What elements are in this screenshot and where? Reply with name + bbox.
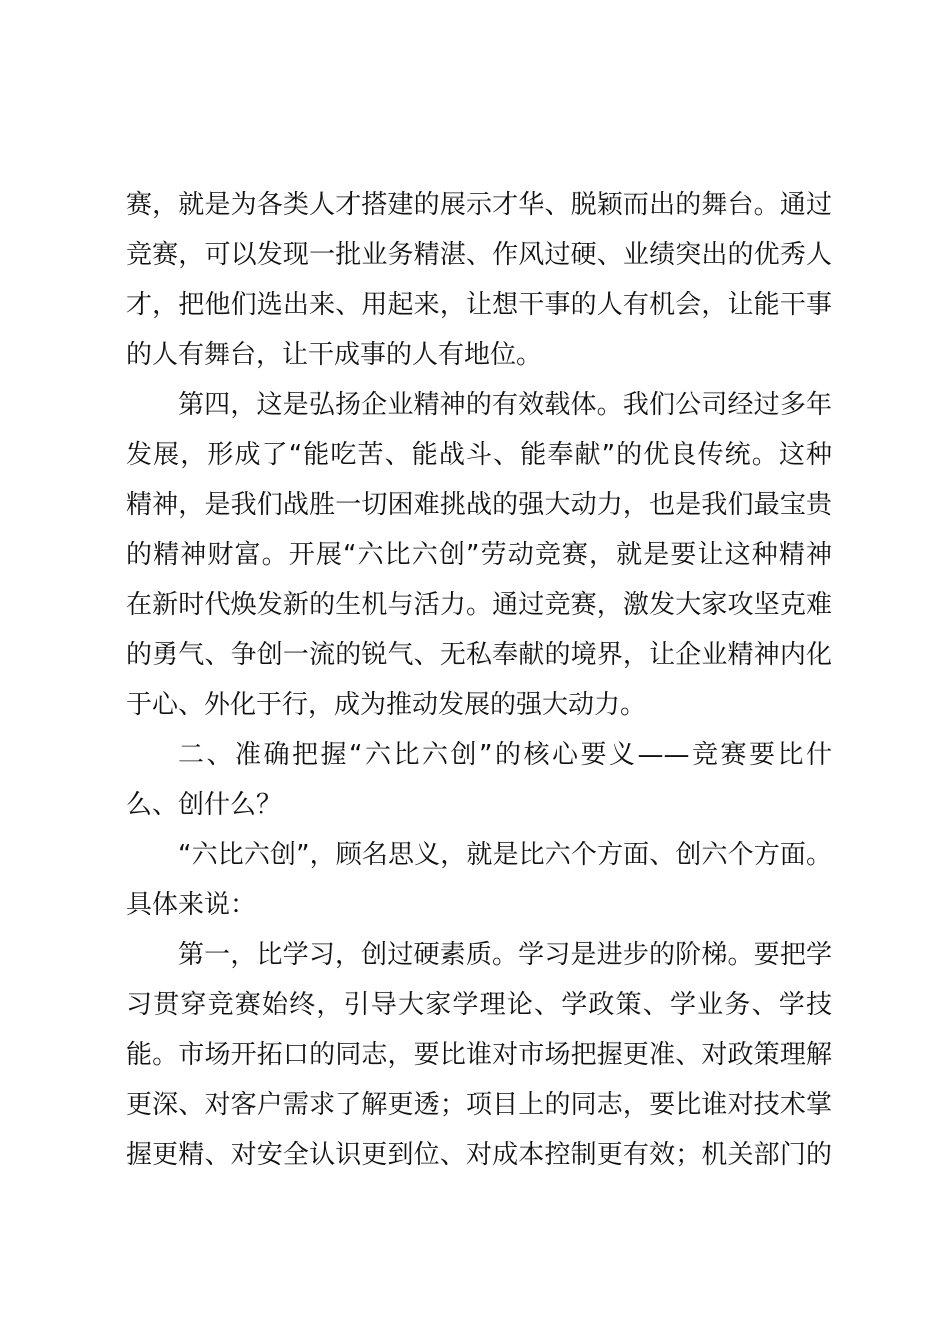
text-line: 的勇气、争创一流的锐气、无私奉献的境界，让企业精神内化 (126, 640, 832, 670)
text-line: 竞赛，可以发现一批业务精湛、作风过硬、业绩突出的优秀人 (126, 240, 832, 270)
section-heading-line: 二、准确把握“六比六创”的核心要义——竞赛要比什 (178, 740, 832, 770)
text-line: “六比六创”，顾名思义，就是比六个方面、创六个方面。 (178, 840, 832, 870)
text-line: 能。市场开拓口的同志，要比谁对市场把握更准、对政策理解 (126, 1040, 832, 1070)
text-line: 赛，就是为各类人才搭建的展示才华、脱颖而出的舞台。通过 (126, 190, 832, 220)
text-line: 才，把他们选出来、用起来，让想干事的人有机会，让能干事 (126, 290, 832, 320)
text-line: 习贯穿竞赛始终，引导大家学理论、学政策、学业务、学技 (126, 990, 832, 1020)
text-line: 具体来说： (126, 890, 257, 920)
paragraph-heading-line: 第一，比学习，创过硬素质。学习是进步的阶梯。要把学 (178, 940, 832, 970)
paragraph-heading-line: 第四，这是弘扬企业精神的有效载体。我们公司经过多年 (178, 390, 832, 420)
text-line: 在新时代焕发新的生机与活力。通过竞赛，激发大家攻坚克难 (126, 590, 832, 620)
text-line: 于心、外化于行，成为推动发展的强大动力。 (126, 690, 647, 720)
text-line: 的精神财富。开展“六比六创”劳动竞赛，就是要让这种精神 (126, 540, 832, 570)
text-line: 发展，形成了“能吃苦、能战斗、能奉献”的优良传统。这种 (126, 440, 832, 470)
text-line: 的人有舞台，让干成事的人有地位。 (126, 340, 543, 370)
text-line: 握更精、对安全认识更到位、对成本控制更有效；机关部门的 (126, 1140, 832, 1170)
text-line: 更深、对客户需求了解更透；项目上的同志，要比谁对技术掌 (126, 1090, 832, 1120)
section-heading-line: 么、创什么？ (126, 790, 283, 820)
text-line: 精神，是我们战胜一切困难挑战的强大动力，也是我们最宝贵 (126, 490, 832, 520)
